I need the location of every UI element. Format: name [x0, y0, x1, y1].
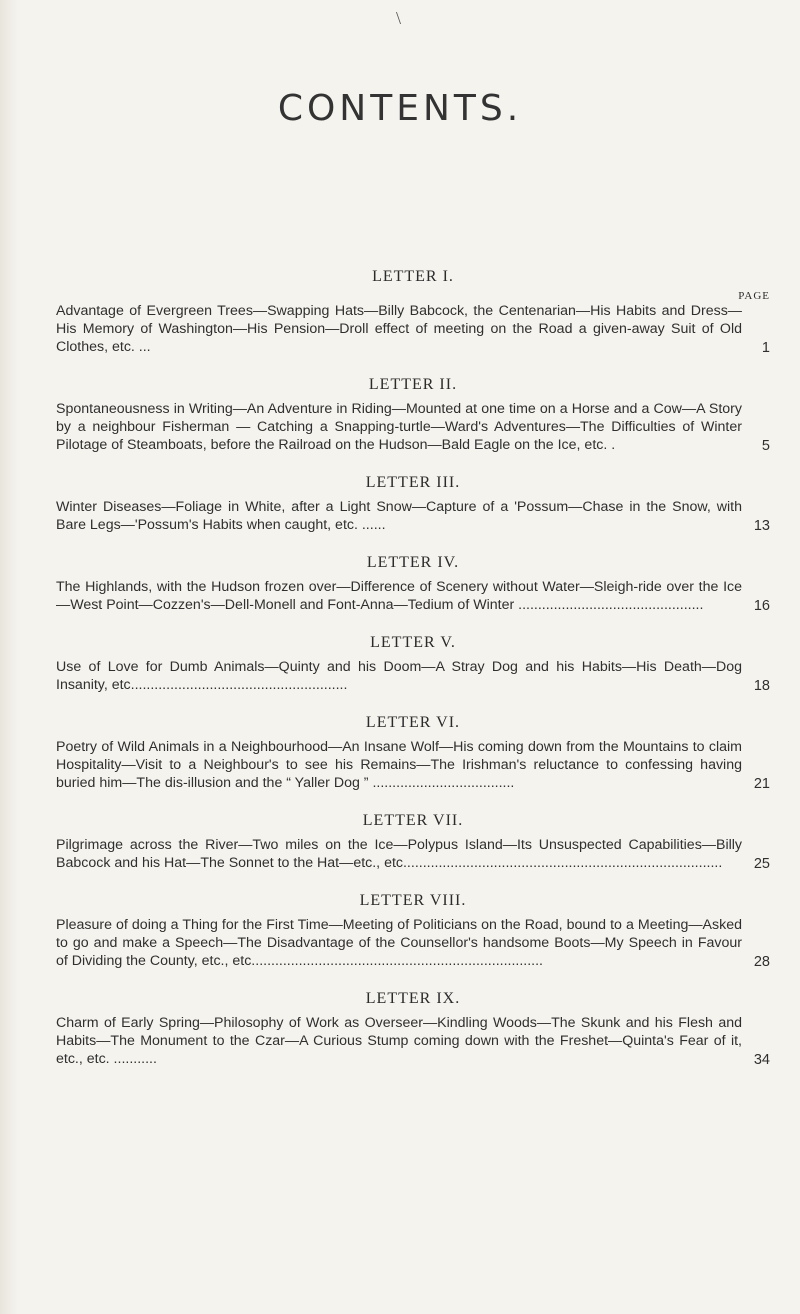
- page-title: CONTENTS.: [277, 88, 523, 129]
- contents-entry: [56, 634, 770, 694]
- letter-heading: LETTER I.: [372, 268, 454, 285]
- letter-heading: LETTER VI.: [365, 714, 461, 731]
- letter-heading: LETTER IX.: [365, 990, 461, 1007]
- page-number: 28: [753, 954, 770, 970]
- contents-entry: [56, 892, 770, 970]
- letter-heading: LETTER V.: [370, 634, 456, 651]
- entry-description: Winter Diseases—Foliage in White, after a Light Snow—Capture of a 'Possum—Chase in the Snow, with Bare Legs—'Possum's Habits when caught, etc. ......: [56, 499, 742, 533]
- entry-description: Advantage of Evergreen Trees—Swapping Hats—Billy Babcock, the Centenarian—His Habits and Dress—His Memory of Washington—His Pension—Droll effect of meeting on the Road a given-away Suit of Old Clothes, etc. ...: [56, 303, 742, 355]
- page-number: 34: [753, 1052, 770, 1068]
- contents-entry: [56, 554, 770, 614]
- page-number: 13: [753, 518, 770, 534]
- page-number: 5: [761, 438, 770, 454]
- pencil-mark: \: [396, 8, 402, 28]
- contents-entry: [56, 990, 770, 1068]
- entry-description: Pleasure of doing a Thing for the First Time—Meeting of Politicians on the Road, bound to a Meeting—Asked to go and make a Speech—The Disadvantage of the Counsellor's handsome Boots—My Speech in Favour of Dividing the County, etc., etc..........................................................................: [56, 917, 742, 969]
- page-number: 21: [753, 776, 770, 792]
- page-number: 1: [761, 340, 770, 356]
- entry-description: The Highlands, with the Hudson frozen over—Difference of Scenery without Water—Sleigh-ride over the Ice—West Point—Cozzen's—Dell-Monell and Font-Anna—Tedium of Winter ...............................................: [56, 579, 742, 613]
- entry-description: Use of Love for Dumb Animals—Quinty and his Doom—A Stray Dog and his Habits—His Death—Dog Insanity, etc.......................................................: [56, 659, 742, 693]
- page-column-label: PAGE: [738, 290, 770, 302]
- contents-list: [56, 268, 770, 1088]
- contents-entry: [56, 474, 770, 534]
- letter-heading: LETTER VIII.: [359, 892, 467, 909]
- contents-entry: [56, 714, 770, 792]
- letter-heading: LETTER IV.: [366, 554, 460, 571]
- contents-entry: [56, 376, 770, 454]
- letter-heading: LETTER III.: [365, 474, 461, 491]
- entry-description: Spontaneousness in Writing—An Adventure in Riding—Mounted at one time on a Horse and a Cow—A Story by a neighbour Fisherman — Catching a Snapping-turtle—Ward's Adventures—The Difficulties of Winter Pilotage of Steamboats, before the Railroad on the Hudson—Bald Eagle on the Ice, etc. .: [56, 401, 742, 453]
- entry-description: Poetry of Wild Animals in a Neighbourhood—An Insane Wolf—His coming down from the Mountains to claim Hospitality—Visit to a Neighbour's to see his Remains—The Irishman's reluctance to confessing having buried him—The dis-illusion and the “ Yaller Dog ” ....................................: [56, 739, 742, 791]
- entry-description: Pilgrimage across the River—Two miles on the Ice—Polypus Island—Its Unsuspected Capabilities—Billy Babcock and his Hat—The Sonnet to the Hat—etc., etc.................................................................................: [56, 837, 742, 871]
- contents-entry: [56, 812, 770, 872]
- page-number: 16: [753, 598, 770, 614]
- page-edge-shadow: [0, 0, 18, 1314]
- contents-entry: [56, 268, 770, 356]
- entry-description: Charm of Early Spring—Philosophy of Work as Overseer—Kindling Woods—The Skunk and his Flesh and Habits—The Monument to the Czar—A Curious Stump coming down with the Freshet—Quinta's Fear of it, etc., etc. ...........: [56, 1015, 742, 1067]
- letter-heading: LETTER VII.: [362, 812, 464, 829]
- letter-heading: LETTER II.: [368, 376, 458, 393]
- page-number: 25: [753, 856, 770, 872]
- page-number: 18: [753, 678, 770, 694]
